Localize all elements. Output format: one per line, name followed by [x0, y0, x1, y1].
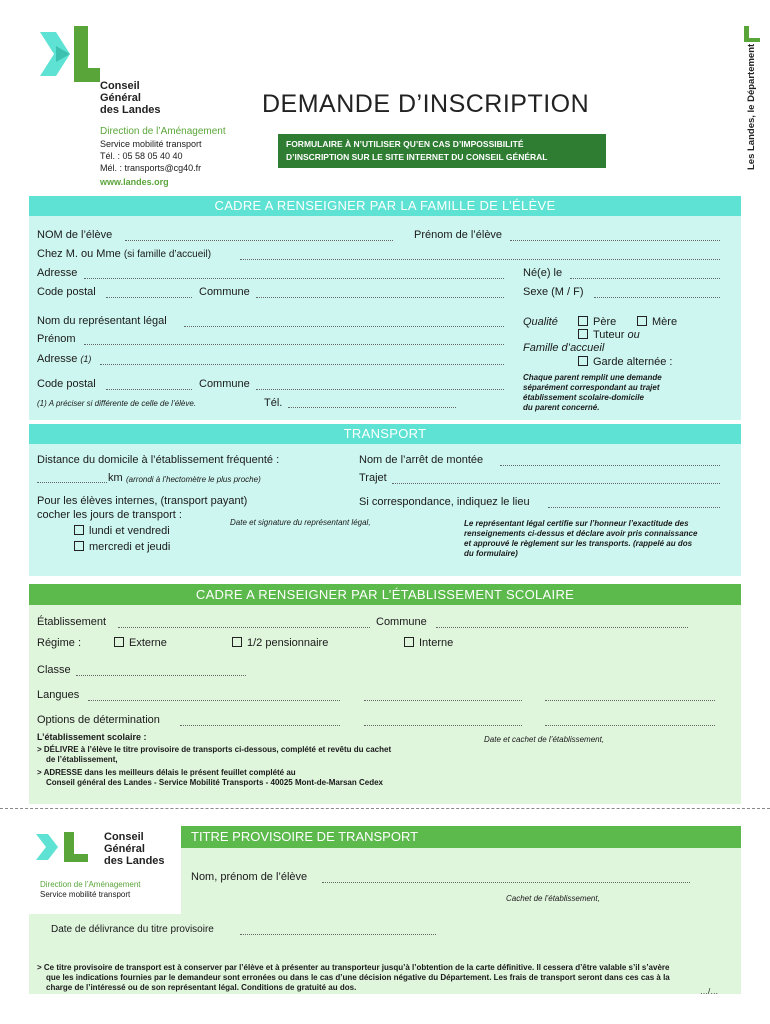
cut-line	[0, 808, 770, 809]
titre-title: TITRE PROVISOIRE DE TRANSPORT	[181, 826, 741, 848]
lundi-option[interactable]: lundi et vendredi	[74, 525, 170, 537]
classe-field[interactable]	[76, 675, 246, 676]
tel-field-label: Tél.	[264, 397, 283, 409]
commune-label: Commune	[199, 286, 250, 298]
langues-field-1[interactable]	[88, 700, 340, 701]
lundi-checkbox[interactable]	[74, 525, 84, 535]
demi-option[interactable]: 1/2 pensionnaire	[232, 637, 328, 649]
qualite-label: Qualité	[523, 316, 558, 328]
classe-label: Classe	[37, 664, 71, 676]
page-continue: …/…	[700, 987, 719, 996]
tel-label: Tél. : 05 58 05 40 40	[100, 151, 183, 161]
ne-le-field[interactable]	[570, 278, 720, 279]
landes-logo-icon	[36, 24, 101, 86]
service-label: Service mobilité transport	[100, 139, 202, 149]
delivre-text: > DÉLIVRE à l’élève le titre provisoire de transports ci-dessous, complété et revêtu du cachet de l’établissement,	[37, 745, 392, 764]
titre-direction-label: Direction de l’Aménagement	[40, 880, 141, 889]
titre-service-label: Service mobilité transport	[40, 890, 131, 899]
mere-option[interactable]: Mère	[637, 316, 677, 328]
pere-option[interactable]: Père	[578, 316, 616, 328]
code-postal-label: Code postal	[37, 286, 96, 298]
adresse2-label: Adresse (1)	[37, 353, 92, 365]
mercredi-checkbox[interactable]	[74, 541, 84, 551]
trajet-field[interactable]	[392, 483, 720, 484]
interne-option[interactable]: Interne	[404, 637, 453, 649]
transport-title: TRANSPORT	[29, 424, 741, 444]
nom-representant-label: Nom du représentant légal	[37, 315, 167, 327]
chaque-parent-note: Chaque parent remplit une demande séparément correspondant au trajet établissement scolaire-domicile du parent concerné.	[523, 373, 662, 412]
etab-commune-label: Commune	[376, 616, 427, 628]
etablissement-field[interactable]	[118, 627, 370, 628]
externe-option[interactable]: Externe	[114, 637, 167, 649]
side-brand-text: Les Landes, le Département	[746, 43, 757, 170]
adresse2-field[interactable]	[100, 364, 504, 365]
prenom-eleve-field[interactable]	[510, 240, 720, 241]
side-logo-icon	[744, 26, 760, 46]
mercredi-option[interactable]: mercredi et jeudi	[74, 541, 170, 553]
correspondance-label: Si correspondance, indiquez le lieu	[359, 496, 530, 508]
trajet-label: Trajet	[359, 472, 387, 484]
mel-label: Mél. : transports@cg40.fr	[100, 163, 202, 173]
cachet-titre-label: Cachet de l’établissement,	[506, 894, 600, 903]
demi-checkbox[interactable]	[232, 637, 242, 647]
date-delivrance-field[interactable]	[240, 934, 436, 935]
adresse-envoi-text: > ADRESSE dans les meilleurs délais le présent feuillet complété au Conseil général des Landes - Service Mobilité Transports - 40025 Mont-de-Marsan Cedex	[37, 768, 383, 787]
interne-checkbox[interactable]	[404, 637, 414, 647]
direction-label: Direction de l’Aménagement	[100, 126, 226, 137]
web-link[interactable]: www.landes.org	[100, 177, 169, 187]
chez-field[interactable]	[240, 259, 720, 260]
date-delivrance-label: Date de délivrance du titre provisoire	[51, 924, 214, 935]
langues-label: Langues	[37, 689, 80, 701]
famille-title: CADRE A RENSEIGNER PAR LA FAMILLE DE L’ÉLÈVE	[29, 196, 741, 216]
tuteur-checkbox[interactable]	[578, 329, 588, 339]
arret-label: Nom de l’arrêt de montée	[359, 454, 484, 466]
tuteur-option[interactable]: Tuteur ou	[578, 329, 640, 341]
km-label: km	[108, 472, 123, 484]
ne-le-label: Né(e) le	[523, 267, 563, 279]
langues-field-2[interactable]	[364, 700, 522, 701]
garde-checkbox[interactable]	[578, 356, 588, 366]
famille-accueil-label: Famille d’accueil	[523, 342, 605, 354]
notice-box: FORMULAIRE À N’UTILISER QU’EN CAS D’IMPOSSIBILITÉ D’INSCRIPTION SUR LE SITE INTERNET DU CONSEIL GÉNÉRAL	[278, 134, 606, 168]
distance-label: Distance du domicile à l’établissement fréquenté :	[37, 454, 280, 466]
code-postal-field[interactable]	[106, 297, 192, 298]
externe-checkbox[interactable]	[114, 637, 124, 647]
distance-field[interactable]	[37, 482, 107, 483]
titre-logo-wordmark: Conseil Général des Landes	[104, 831, 165, 867]
commune2-field[interactable]	[256, 389, 504, 390]
signature-label: Date et signature du représentant légal,	[230, 518, 371, 527]
page-title: DEMANDE D’INSCRIPTION	[262, 90, 590, 118]
options-label: Options de détermination	[37, 714, 160, 726]
prenom-label: Prénom	[37, 333, 76, 345]
prenom-eleve-label: Prénom de l’élève	[414, 229, 503, 241]
adresse-note: (1) A préciser si différente de celle de l’élève.	[37, 399, 197, 408]
adresse-label: Adresse	[37, 267, 78, 279]
etab-commune-field[interactable]	[436, 627, 688, 628]
km-note: (arrondi à l’hectomètre le plus proche)	[126, 475, 261, 484]
code-postal2-label: Code postal	[37, 378, 96, 390]
titre-logo-icon	[34, 830, 96, 864]
nom-prenom-label: Nom, prénom de l’élève	[191, 871, 308, 883]
sexe-field[interactable]	[594, 297, 720, 298]
nom-eleve-field[interactable]	[125, 240, 393, 241]
options-field-1[interactable]	[180, 725, 340, 726]
etablissement-label: Établissement	[37, 616, 107, 628]
prenom-field[interactable]	[84, 344, 504, 345]
adresse-field[interactable]	[84, 278, 504, 279]
garde-option[interactable]: Garde alternée :	[578, 356, 673, 368]
nom-representant-field[interactable]	[184, 326, 504, 327]
code-postal2-field[interactable]	[106, 389, 192, 390]
sexe-label: Sexe (M / F)	[523, 286, 584, 298]
logo-wordmark: Conseil Général des Landes	[100, 80, 161, 116]
langues-field-3[interactable]	[545, 700, 715, 701]
options-field-3[interactable]	[545, 725, 715, 726]
commune-field[interactable]	[256, 297, 504, 298]
nom-eleve-label: NOM de l’élève	[37, 229, 113, 241]
arret-field[interactable]	[500, 465, 720, 466]
certifie-note: Le représentant légal certifie sur l’honneur l’exactitude des renseignements ci-dessus et déclare avoir pris connaissance et approuvé le règlement sur les transports. (rappelé au dos du formulaire)	[464, 519, 698, 558]
nom-prenom-field[interactable]	[322, 882, 690, 883]
tel-field[interactable]	[288, 407, 456, 408]
chez-label: Chez M. ou Mme (si famille d’accueil)	[37, 248, 212, 260]
scolaire-label: L’établissement scolaire :	[37, 732, 147, 742]
commune2-label: Commune	[199, 378, 250, 390]
titre-footer-text: > Ce titre provisoire de transport est à conserver par l’élève et à présenter au transporteur jusqu’à l’obtention de la carte définitive. Il cessera d’être valable s’il s’avère que les indications fournies par le demandeur sont erronées ou dans le cas d’une décision négative du Département. Les frais de transport seront dans ces cas à la charge de l’intéressé ou de son représentant légal. Conditions de gratuité au dos.	[37, 963, 670, 992]
pere-checkbox[interactable]	[578, 316, 588, 326]
options-field-2[interactable]	[364, 725, 522, 726]
cachet-etab-label: Date et cachet de l’établissement,	[484, 735, 605, 744]
correspondance-field[interactable]	[548, 507, 720, 508]
mere-checkbox[interactable]	[637, 316, 647, 326]
internes-label: Pour les élèves internes, (transport payant) cocher les jours de transport :	[37, 495, 248, 521]
regime-label: Régime :	[37, 637, 82, 649]
etablissement-title: CADRE A RENSEIGNER PAR L’ÉTABLISSEMENT SCOLAIRE	[29, 584, 741, 605]
